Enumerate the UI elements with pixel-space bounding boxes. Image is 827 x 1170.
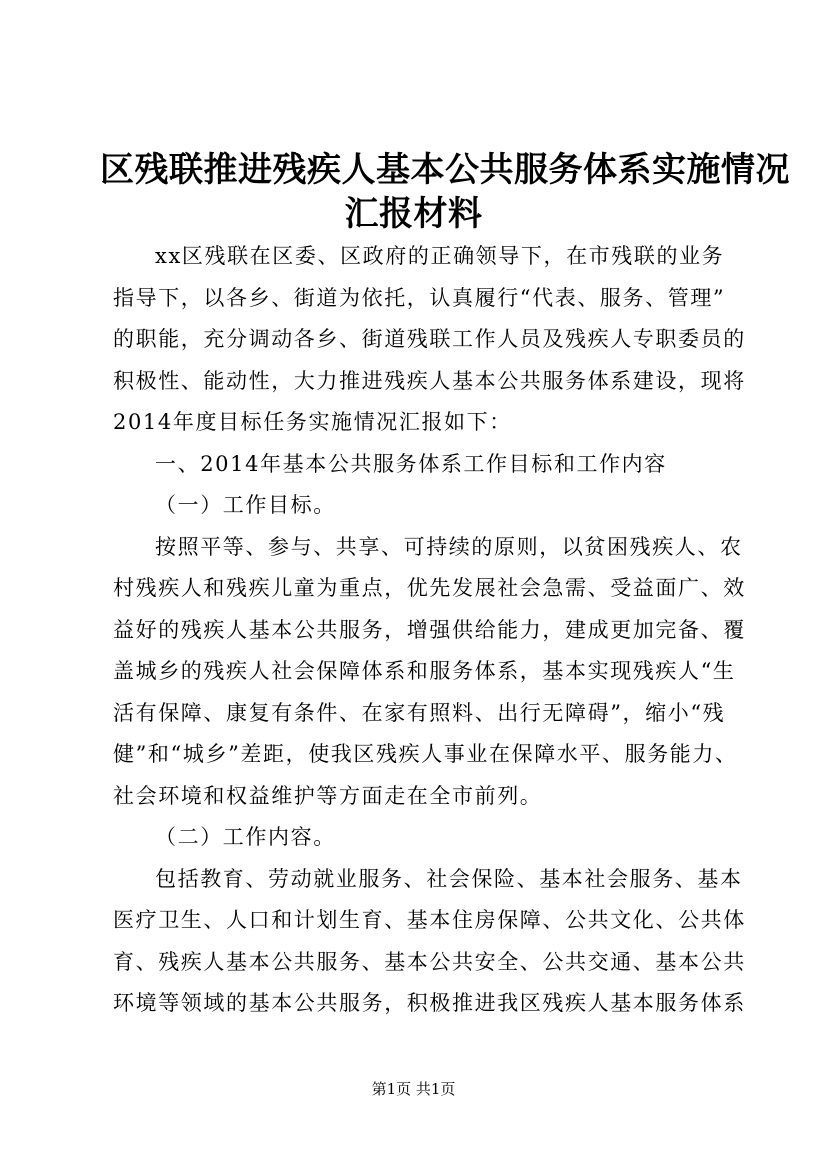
paragraph-line: 按照平等、参与、共享、可持续的原则，以贫困残疾人、农 [155, 535, 743, 559]
paragraph-line: 社会环境和权益维护等方面走在全市前列。 [113, 784, 543, 808]
paragraph-line: 医疗卫生、人口和计划生育、基本住房保障、公共文化、公共体 [113, 908, 746, 932]
paragraph-line: 益好的残疾人基本公共服务，增强供给能力，建成更加完备、覆 [113, 618, 746, 642]
document-title-line-1: 区残联推进残疾人基本公共服务体系实施情况 [100, 150, 790, 190]
paragraph-line: 2014年度目标任务实施情况汇报如下： [113, 410, 512, 434]
paragraph-line: xx区残联在区委、区政府的正确领导下，在市残联的业务 [155, 244, 725, 268]
document-title-line-2: 汇报材料 [344, 194, 483, 234]
paragraph-line: 盖城乡的残疾人社会保障体系和服务体系，基本实现残疾人“生 [113, 659, 736, 683]
paragraph-line: 环境等领域的基本公共服务，积极推进我区残疾人基本服务体系 [113, 991, 746, 1015]
paragraph-line: 活有保障、康复有条件、在家有照料、出行无障碍”，缩小“残 [113, 701, 726, 725]
paragraph-line: 积极性、能动性，大力推进残疾人基本公共服务体系建设，现将 [113, 369, 746, 393]
paragraph-line: 的职能，充分调动各乡、街道残联工作人员及残疾人专职委员的 [113, 327, 746, 351]
section-heading: 一、2014年基本公共服务体系工作目标和工作内容 [155, 452, 667, 476]
paragraph-line: 健”和“城乡”差距，使我区残疾人事业在保障水平、服务能力、 [113, 742, 738, 766]
subsection-heading: （一）工作目标。 [155, 493, 336, 517]
paragraph-line: 包括教育、劳动就业服务、社会保险、基本社会服务、基本 [155, 867, 743, 891]
page-number-footer: 第1页 共1页 [371, 1080, 456, 1098]
paragraph-line: 村残疾人和残疾儿童为重点，优先发展社会急需、受益面广、效 [113, 576, 746, 600]
subsection-heading: （二）工作内容。 [155, 825, 336, 849]
paragraph-line: 育、残疾人基本公共服务、基本公共安全、公共交通、基本公共 [113, 950, 746, 974]
paragraph-line: 指导下，以各乡、街道为依托，认真履行“代表、服务、管理” [113, 286, 726, 310]
